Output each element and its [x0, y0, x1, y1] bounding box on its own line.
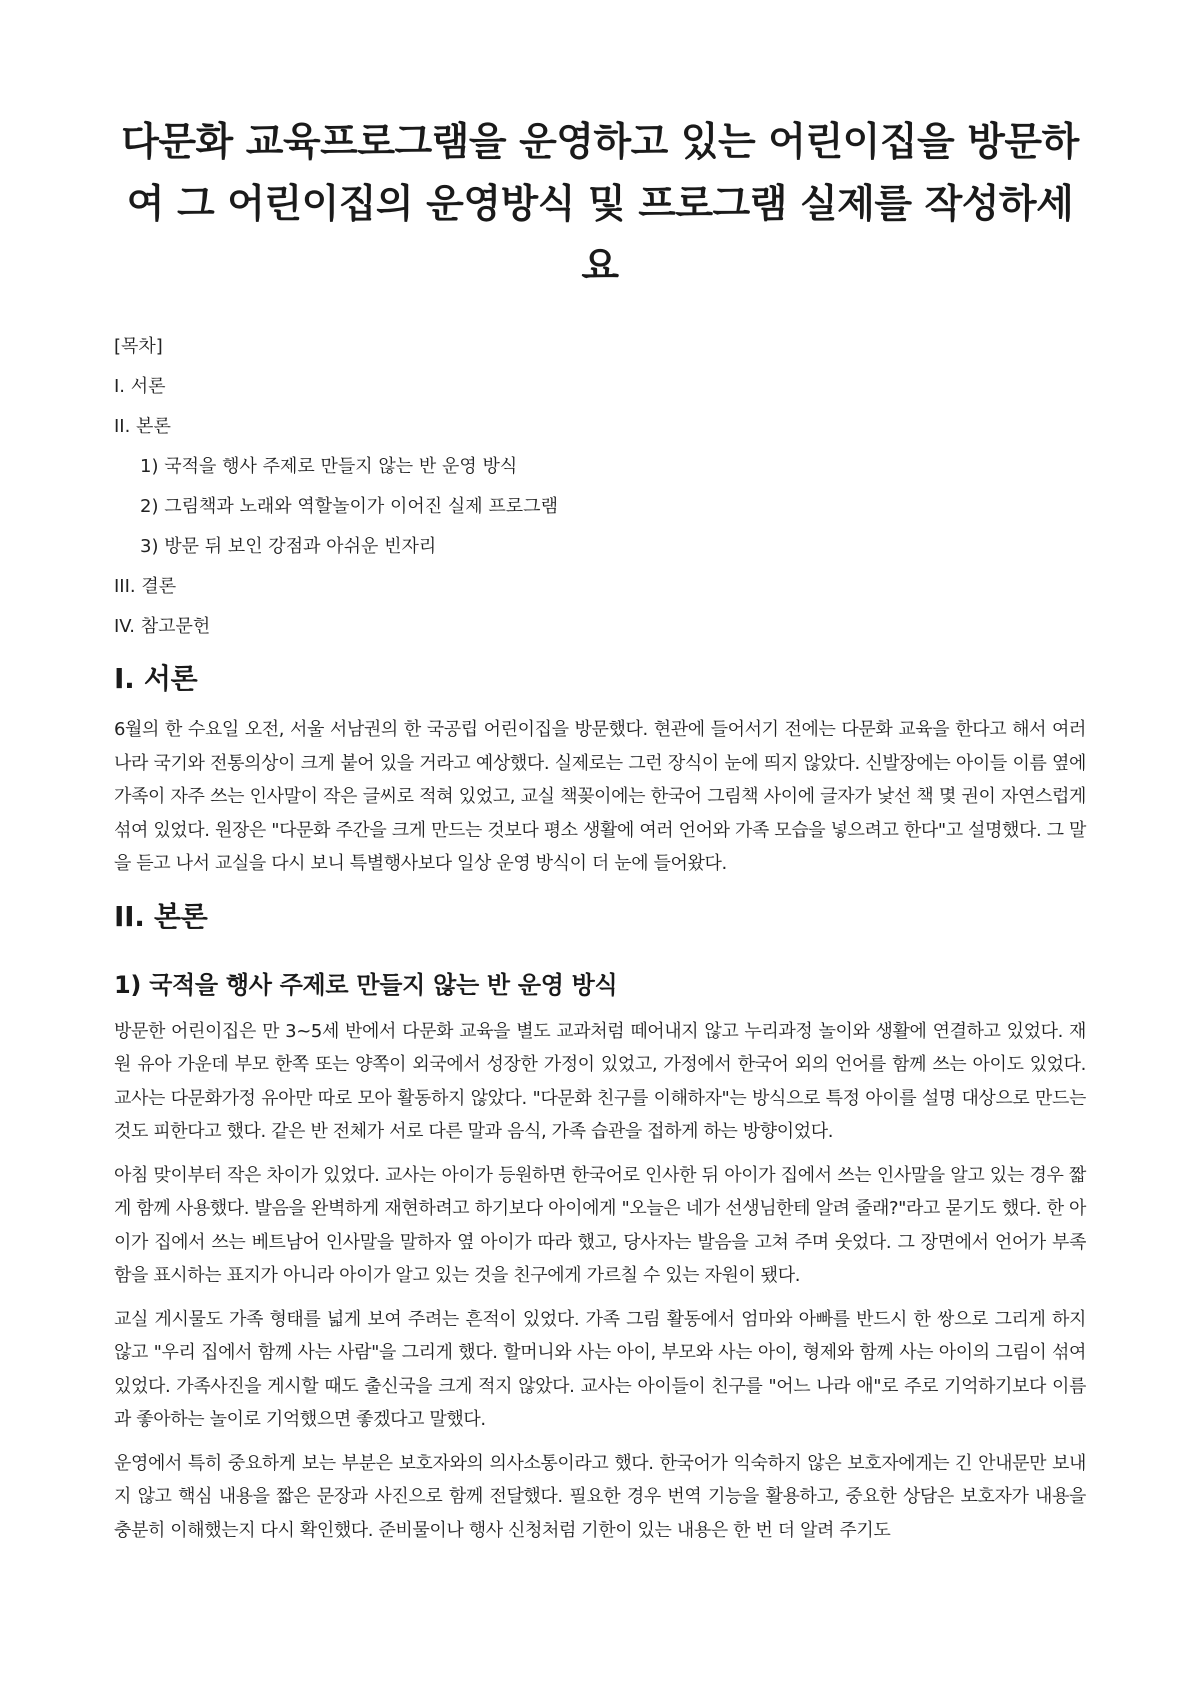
toc-subitem: 3) 방문 뒤 보인 강점과 아쉬운 빈자리: [140, 536, 437, 557]
body-section: [114, 897, 1086, 1548]
paragraph: 방문한 어린이집은 만 3~5세 반에서 다문화 교육을 별도 교과처럼 떼어내지 않고 누리과정 놀이와 생활에 연결하고 있었다. 재원 유아 가운데 부모 한쪽 또는 양쪽이 외국에서 성장한 가정이 있었고, 가정에서 한국어 외의 언어를 함께 쓰는 아이도 있었다. 교사는 다문화가정 유아만 따로 모아 활동하지 않았다. "다문화 친구를 이해하자"는 방식으로 특정 아이를 설명 대상으로 만드는 것도 피한다고 했다. 같은 반 전체가 서로 다른 말과 음식, 가족 습관을 접하게 하는 방향이었다.: [114, 1020, 1086, 1142]
toc-label: [목차]: [114, 336, 163, 357]
document-title: 다문화 교육프로그램을 운영하고 있는 어린이집을 방문하여 그 어린이집의 운영방식 및 프로그램 실제를 작성하세요: [121, 120, 1079, 289]
paragraph: 6월의 한 수요일 오전, 서울 서남권의 한 국공립 어린이집을 방문했다. 현관에 들어서기 전에는 다문화 교육을 한다고 해서 여러 나라 국기와 전통의상이 크게 붙어 있을 거라고 예상했다. 실제로는 그런 장식이 눈에 띄지 않았다. 신발장에는 아이들 이름 옆에 가족이 자주 쓰는 인사말이 작은 글씨로 적혀 있었고, 교실 책꽂이에는 한국어 그림책 사이에 글자가 낯선 책 몇 권이 자연스럽게 섞여 있었다. 원장은 "다문화 주간을 크게 만드는 것보다 평소 생활에 여러 언어와 가족 모습을 넣으려고 한다"고 설명했다. 그 말을 듣고 나서 교실을 다시 보니 특별행사보다 일상 운영 방식이 더 눈에 들어왔다.: [114, 719, 1086, 874]
section-heading: II. 본론: [114, 899, 208, 933]
paragraph: 교실 게시물도 가족 형태를 넓게 보여 주려는 흔적이 있었다. 가족 그림 활동에서 엄마와 아빠를 반드시 한 쌍으로 그리게 하지 않고 "우리 집에서 함께 사는 사람"을 그리게 했다. 할머니와 사는 아이, 부모와 사는 아이, 형제와 함께 사는 아이의 그림이 섞여 있었다. 가족사진을 게시할 때도 출신국을 크게 적지 않았다. 교사는 아이들이 친구를 "어느 나라 애"로 주로 기억하기보다 이름과 좋아하는 놀이로 기억했으면 좋겠다고 말했다.: [114, 1308, 1086, 1430]
toc-subitem: 2) 그림책과 노래와 역할놀이가 이어진 실제 프로그램: [140, 496, 558, 517]
toc-item: III. 결론: [114, 576, 177, 597]
paragraph: 운영에서 특히 중요하게 보는 부분은 보호자와의 의사소통이라고 했다. 한국어가 익숙하지 않은 보호자에게는 긴 안내문만 보내지 않고 핵심 내용을 짧은 문장과 사진으로 함께 전달했다. 필요한 경우 번역 기능을 활용하고, 중요한 상담은 보호자가 내용을 충분히 이해했는지 다시 확인했다. 준비물이나 행사 신청처럼 기한이 있는 내용은 한 번 더 알려 주기도: [114, 1452, 1086, 1541]
toc-subitem: 1) 국적을 행사 주제로 만들지 않는 반 운영 방식: [140, 456, 518, 477]
subsection-heading: 1) 국적을 행사 주제로 만들지 않는 반 운영 방식: [114, 970, 618, 999]
section-heading: I. 서론: [114, 662, 198, 695]
toc-item: I. 서론: [114, 376, 166, 397]
intro-section: [114, 659, 1086, 881]
toc-item: II. 본론: [114, 416, 171, 437]
paragraph: 아침 맞이부터 작은 차이가 있었다. 교사는 아이가 등원하면 한국어로 인사한 뒤 아이가 집에서 쓰는 인사말을 알고 있는 경우 짧게 함께 사용했다. 발음을 완벽하게 재현하려고 하기보다 아이에게 "오늘은 네가 선생님한테 알려 줄래?"라고 묻기도 했다. 한 아이가 집에서 쓰는 베트남어 인사말을 말하자 옆 아이가 따라 했고, 당사자는 발음을 고쳐 주며 웃었다. 그 장면에서 언어가 부족함을 표시하는 표지가 아니라 아이가 알고 있는 것을 친구에게 가르칠 수 있는 자원이 됐다.: [114, 1164, 1086, 1286]
table-of-contents: [114, 336, 1086, 637]
toc-item: IV. 참고문헌: [114, 616, 211, 637]
